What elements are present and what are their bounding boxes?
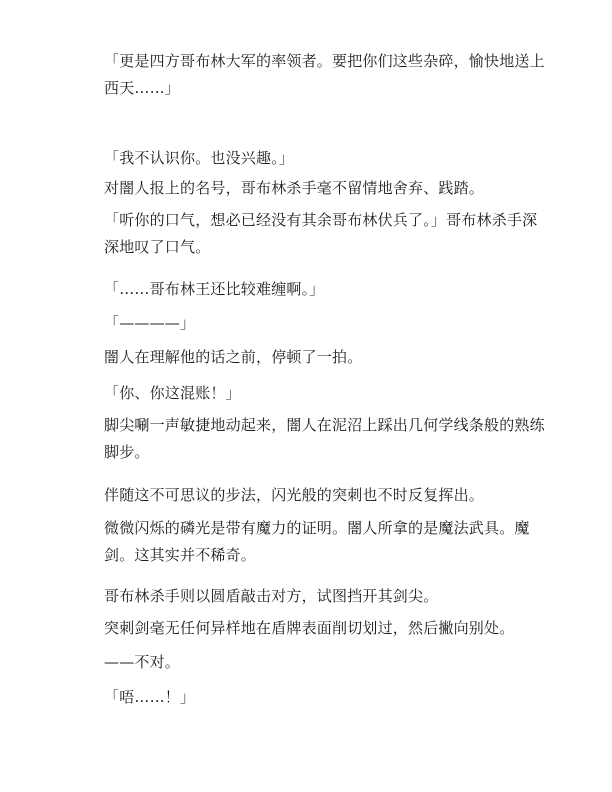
paragraph [104,684,544,711]
text-line: 西天……」 [104,79,181,97]
text-line: 突刺剑毫无任何异样地在盾牌表面削切划过，然后撇向别处。 [104,619,515,637]
paragraph [104,207,544,261]
paragraph [104,515,544,569]
paragraph [104,615,544,642]
text-line: 脚步。 [104,443,150,461]
text-line: 微微闪烁的磷光是带有魔力的证明。闇人所拿的是魔法武具。魔 [104,519,530,537]
paragraph [104,380,544,407]
paragraph [104,344,544,371]
paragraph [104,412,544,466]
text-line: 「听你的口气，想必已经没有其余哥布林伏兵了。」哥布林杀手深 [104,211,538,229]
text-line: 「……哥布林王还比较难缠啊。」 [104,280,325,298]
text-line: 对闇人报上的名号，哥布林杀手毫不留情地舍弃、践踏。 [104,179,485,197]
text-line: 伴随这不可思议的步法，闪光般的突刺也不时反复挥出。 [104,486,485,504]
paragraph [104,649,544,676]
text-line: 深地叹了口气。 [104,238,211,256]
paragraph [104,583,544,610]
text-line: 哥布林杀手则以圆盾敲击对方，试图挡开其剑尖。 [104,587,439,605]
paragraph [104,310,544,337]
text-line: 闇人在理解他的话之前，停顿了一拍。 [104,348,363,366]
text-line: 脚尖唰一声敏捷地动起来，闇人在泥沼上踩出几何学线条般的熟练 [104,416,545,434]
paragraph [104,145,544,172]
text-line: ——不对。 [104,653,181,671]
text-line: 「唔……！」 [104,688,196,706]
paragraph [104,276,544,303]
paragraph [104,48,544,102]
text-line: 「————」 [104,314,196,332]
paragraph [104,175,544,202]
text-line: 「我不认识你。也没兴趣。」 [104,149,295,167]
text-line: 剑。这其实并不稀奇。 [104,546,257,564]
text-line: 「你、你这混账！」 [104,384,241,402]
paragraph [104,482,544,509]
text-line: 「更是四方哥布林大军的率领者。要把你们这些杂碎，愉快地送上 [104,52,545,70]
